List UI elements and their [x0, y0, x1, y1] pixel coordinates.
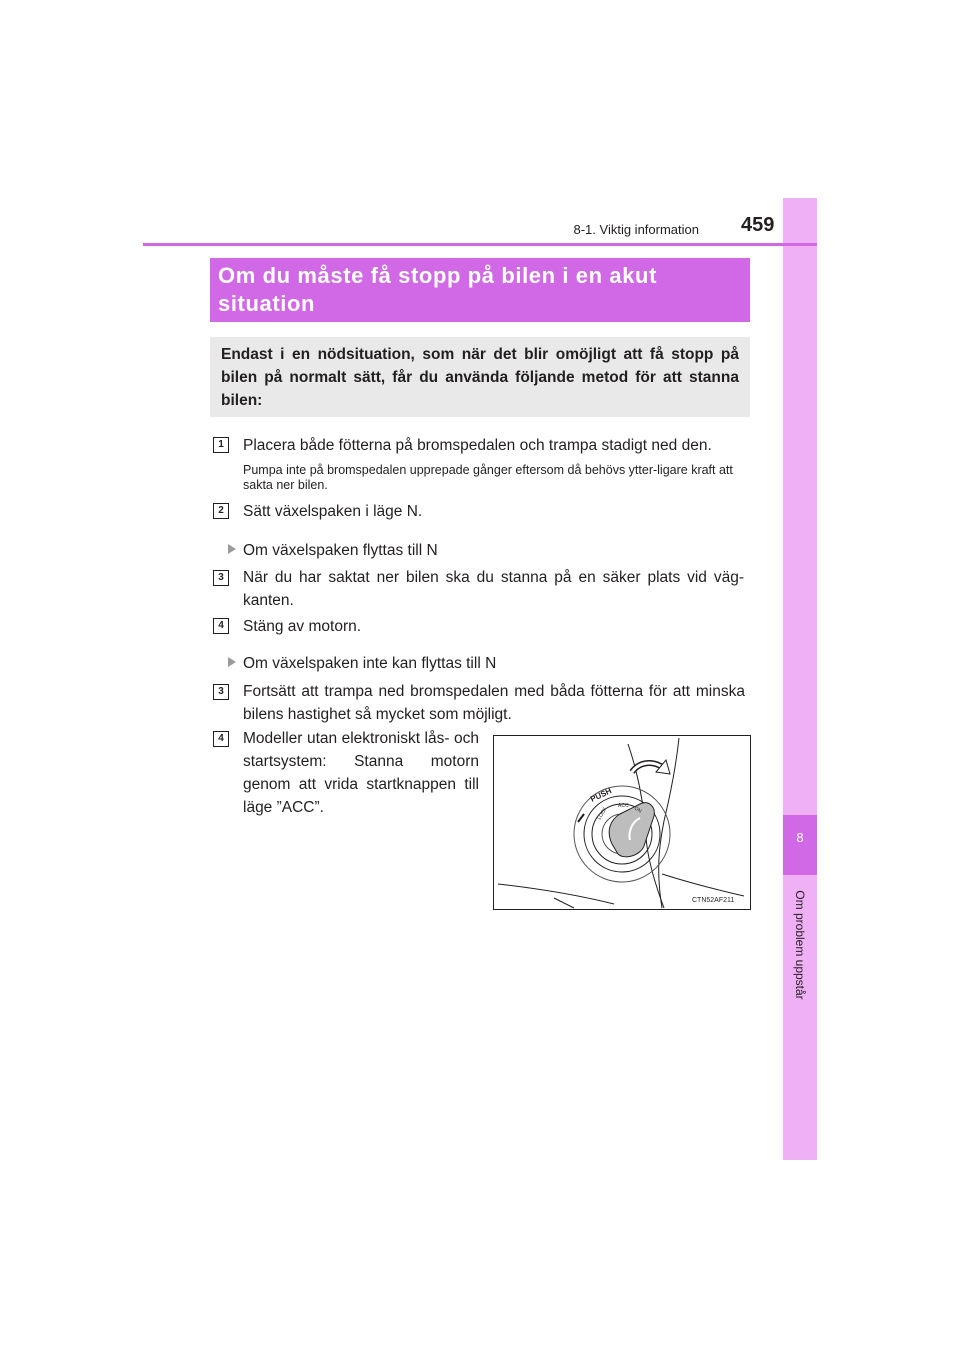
step-number-3: 3 [213, 570, 229, 586]
step-2-text: Sätt växelspaken i läge N. [243, 503, 423, 520]
condition-2 [228, 652, 496, 675]
page-number: 459 [741, 214, 775, 236]
step-1-text: Placera både fötterna på bromspedalen och trampa stadigt ned den. [243, 437, 712, 454]
header-rule [143, 243, 817, 246]
step-3-text: När du har saktat ner bilen ska du stanna på en säker plats vid väg-kanten. [243, 569, 744, 609]
step-number-1: 1 [213, 437, 229, 453]
step-4-text: Stäng av motorn. [243, 618, 362, 635]
step-number-2: 2 [213, 503, 229, 519]
condition-1-text: Om växelspaken flyttas till N [243, 542, 438, 559]
chapter-label: Om problem uppstår [793, 890, 807, 1000]
triangle-bullet-icon [228, 544, 236, 554]
section-reference: 8-1. Viktig information [573, 222, 699, 237]
step-number-4: 4 [213, 618, 229, 634]
page-title: Om du måste få stopp på bilen i en akut situation [218, 263, 658, 316]
condition-2-text: Om växelspaken inte kan flyttas till N [243, 655, 497, 672]
step-number-3b: 3 [213, 684, 229, 700]
ignition-switch-drawing [494, 736, 750, 909]
side-tab-strip [783, 198, 817, 1160]
acc-label: ACC [618, 803, 629, 809]
chapter-tab[interactable] [783, 815, 817, 875]
step-3b-text: Fortsätt att trampa ned bromspedalen med båda fötterna för att minska bilens hastighet så mycket som möjligt. [243, 683, 745, 723]
step-4b-text: Modeller utan elektroniskt lås- och startsystem: Stanna motorn genom att vrida startknappen till läge ”ACC”. [243, 730, 479, 816]
lock-label: LOCK [596, 806, 609, 821]
triangle-bullet-icon [228, 657, 236, 667]
chapter-number: 8 [796, 830, 804, 845]
step-1-note: Pumpa inte på bromspedalen upprepade gånger eftersom då behövs ytter-ligare kraft att sakta ner bilen. [243, 463, 733, 492]
intro-text: Endast i en nödsituation, som när det blir omöjligt att få stopp på bilen på normalt sätt, får du använda följande metod för att stanna bilen: [221, 346, 739, 409]
ignition-illustration [493, 735, 751, 910]
illustration-code: CTN52AF211 [692, 897, 735, 904]
push-label: PUSH [589, 786, 613, 804]
condition-1 [228, 539, 438, 562]
on-label: ON [633, 805, 643, 815]
step-number-4b: 4 [213, 731, 229, 747]
